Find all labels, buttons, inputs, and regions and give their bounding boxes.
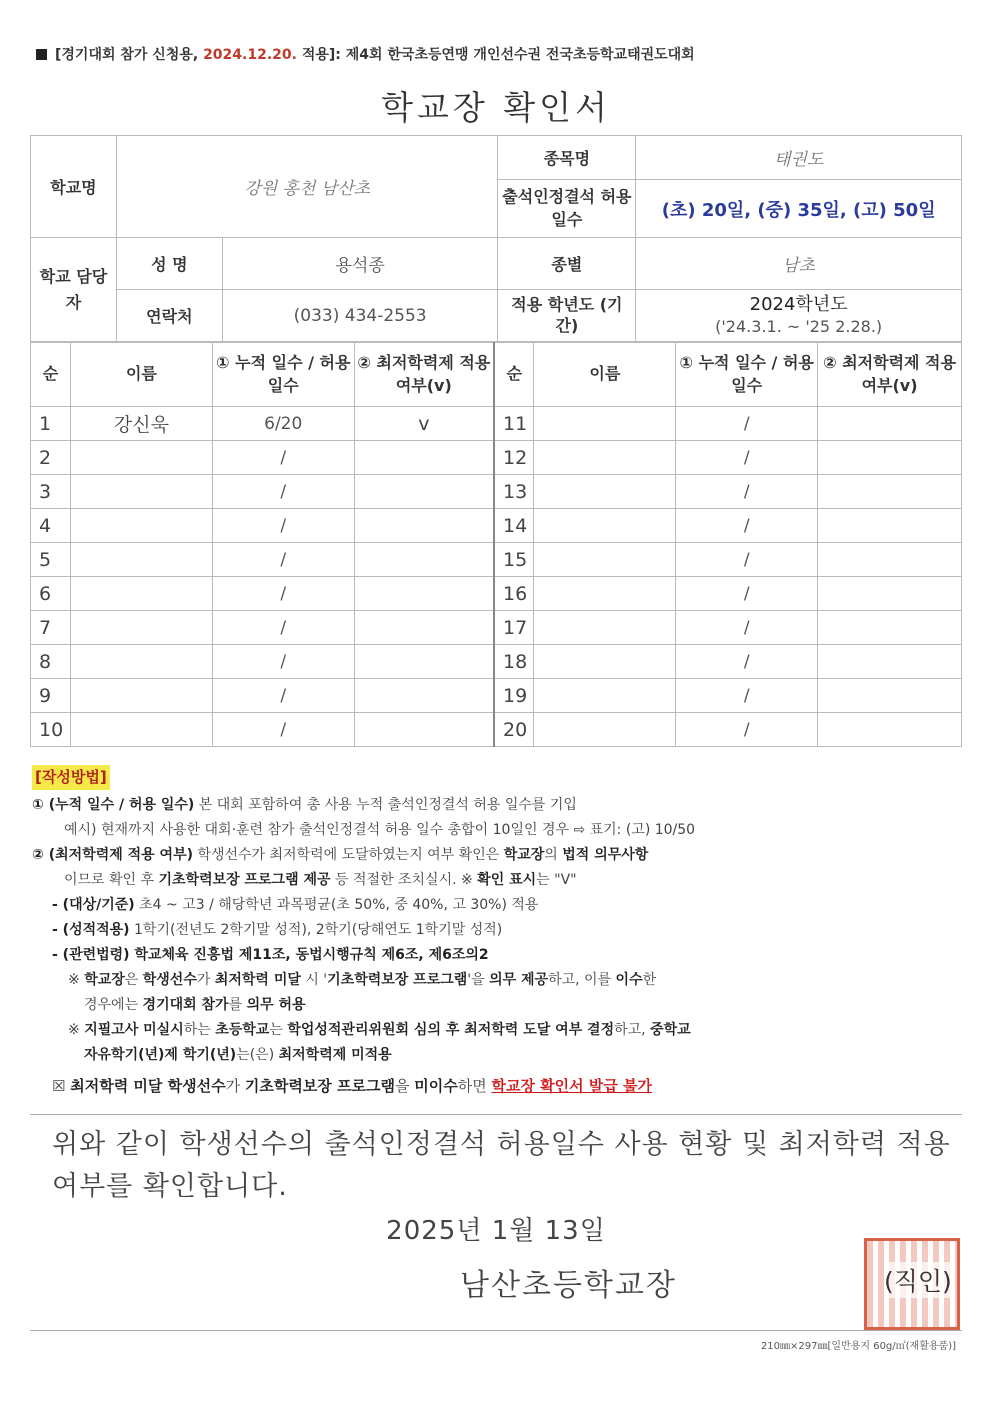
- note-allow: 의무 허용: [246, 997, 306, 1013]
- row-days: /: [676, 679, 818, 713]
- instr-2-program: 기초학력보장 프로그램 제공: [158, 872, 331, 888]
- header-name: 이름: [534, 343, 676, 407]
- divider: [30, 1330, 962, 1331]
- checkbox-icon: ☒: [52, 1077, 71, 1095]
- note-elementary: 초등학교: [215, 1022, 270, 1038]
- row-min: [354, 509, 494, 543]
- note-text: 한: [642, 972, 657, 988]
- note-not-applied: 최저학력제 미적용: [278, 1047, 392, 1063]
- table-row: [31, 577, 962, 611]
- table-row: [31, 713, 962, 747]
- note-mark: ※: [68, 972, 85, 988]
- warn-text: 을: [394, 1077, 415, 1095]
- gender-value: 남초: [636, 238, 962, 290]
- note-provide: 의무 제공: [489, 972, 549, 988]
- instr-2-principal: 학교장: [503, 847, 545, 863]
- row-days: /: [212, 645, 354, 679]
- note-text: 시 ': [300, 972, 328, 988]
- absence-label: 출석인정결석 허용 일수: [498, 180, 636, 238]
- row-number: 14: [494, 509, 534, 543]
- header-suffix: 적용]: 제4회 한국초등연맹 개인선수권 전국초등학교태권도대회: [301, 47, 695, 63]
- absence-value: (초) 20일, (중) 35일, (고) 50일: [636, 180, 962, 238]
- table-row: [31, 441, 962, 475]
- row-name: [70, 475, 212, 509]
- header-seq: 순: [31, 343, 71, 407]
- row-name: [534, 407, 676, 441]
- table-row: [31, 679, 962, 713]
- row-days: /: [212, 441, 354, 475]
- note-principal: 학교장: [84, 972, 125, 988]
- page-title: 학교장 확인서: [381, 88, 611, 127]
- header-min: ② 최저학력제 적용 여부(v): [818, 343, 962, 407]
- confirm-statement: 위와 같이 학생선수의 출석인정결석 허용일수 사용 현황 및 최저학력 적용 여부를 확인합니다.: [52, 1129, 951, 1202]
- instr-2-measures: 등 적절한 조치실시. ※: [330, 872, 478, 888]
- row-min: [818, 407, 962, 441]
- row-min: [818, 679, 962, 713]
- seal-label: (직인): [884, 1262, 952, 1298]
- row-days: /: [212, 509, 354, 543]
- row-name: [70, 713, 212, 747]
- row-min: [354, 543, 494, 577]
- row-min: [354, 441, 494, 475]
- row-min: [818, 509, 962, 543]
- instr-1: 본 대회 포함하여 총 사용 누적 출석인정결석 허용 일수를 기입: [194, 797, 577, 813]
- name-value: 용석종: [222, 238, 498, 290]
- row-name: [534, 713, 676, 747]
- warn-incomplete: 미이수: [414, 1077, 458, 1095]
- row-number: 12: [494, 441, 534, 475]
- row-min: [818, 611, 962, 645]
- row-number: 10: [31, 713, 71, 747]
- header-name: 이름: [70, 343, 212, 407]
- row-name: [534, 441, 676, 475]
- row-days: /: [212, 475, 354, 509]
- event-label: 종목명: [498, 136, 636, 180]
- warn-text: 하면: [457, 1077, 492, 1095]
- row-number: 4: [31, 509, 71, 543]
- note-text: 경우에는: [84, 997, 143, 1013]
- instr-2-c: 의: [544, 847, 563, 863]
- note-free-semester: 자유학기(년)제 학기(년): [84, 1047, 237, 1063]
- note-noexam: 지필고사 미실시: [84, 1022, 184, 1038]
- row-name: [534, 645, 676, 679]
- row-name: [70, 577, 212, 611]
- note-competition: 경기대회 참가: [142, 997, 229, 1013]
- header-days: ① 누적 일수 / 허용 일수: [676, 343, 818, 407]
- row-number: 5: [31, 543, 71, 577]
- row-number: 11: [494, 407, 534, 441]
- row-number: 7: [31, 611, 71, 645]
- row-days: /: [676, 475, 818, 509]
- row-name: [534, 543, 676, 577]
- row-number: 1: [31, 407, 71, 441]
- header-seq: 순: [494, 343, 534, 407]
- row-min: [354, 679, 494, 713]
- row-days: /: [676, 407, 818, 441]
- event-value: 태권도: [636, 136, 962, 180]
- row-days: /: [212, 713, 354, 747]
- row-name: [70, 509, 212, 543]
- row-name: [70, 645, 212, 679]
- instructions-tag: [작성방법]: [32, 765, 110, 790]
- row-days: /: [676, 577, 818, 611]
- header-min: ② 최저학력제 적용 여부(v): [354, 343, 494, 407]
- year-label: 적용 학년도 (기간): [498, 290, 636, 342]
- row-name: [534, 679, 676, 713]
- row-number: 17: [494, 611, 534, 645]
- manager-label: 학교 담당자: [31, 238, 117, 342]
- table-row: [31, 611, 962, 645]
- row-min: [818, 441, 962, 475]
- student-table: [30, 342, 962, 747]
- paper-spec: 210㎜×297㎜[일반용지 60g/㎡(재활용품)]: [760, 1341, 956, 1352]
- info-table: [30, 135, 962, 342]
- row-min: [354, 645, 494, 679]
- divider: [30, 1114, 962, 1115]
- row-number: 3: [31, 475, 71, 509]
- row-min: [354, 577, 494, 611]
- row-number: 8: [31, 645, 71, 679]
- instr-target: 초4 ~ 고3 / 해당학년 과목평균(초 50%, 중 40%, 고 30%) 적용: [134, 897, 539, 913]
- instr-1-bold: ① (누적 일수 / 허용 일수): [32, 797, 195, 813]
- note-program: 기초학력보장 프로그램: [327, 972, 468, 988]
- row-days: /: [676, 611, 818, 645]
- year-period: ('24.3.1. ~ '25 2.28.): [715, 316, 883, 336]
- row-days: /: [676, 509, 818, 543]
- row-days: /: [676, 645, 818, 679]
- row-days: 6/20: [212, 407, 354, 441]
- row-days: /: [676, 543, 818, 577]
- row-number: 9: [31, 679, 71, 713]
- table-row: [31, 475, 962, 509]
- row-name: [70, 441, 212, 475]
- issue-date: 2025년 1월 13일: [386, 1216, 606, 1246]
- header-date: 2024.12.20.: [203, 47, 297, 63]
- row-min: [818, 543, 962, 577]
- table-row: [31, 543, 962, 577]
- note-text: 는(은): [236, 1047, 279, 1063]
- instr-target-bold: - (대상/기준): [52, 897, 135, 913]
- instructions: [32, 765, 964, 1099]
- row-min: [818, 577, 962, 611]
- row-name: [70, 611, 212, 645]
- instr-2-v: 는 "V": [536, 872, 577, 888]
- instr-grades-bold: - (성적적용): [52, 922, 130, 938]
- warn-not-issued: 학교장 확인서 발급 불가: [491, 1077, 653, 1095]
- row-min: [818, 713, 962, 747]
- warn-student: 최저학력 미달 학생선수: [70, 1077, 226, 1095]
- year-value: 2024학년도: [749, 294, 848, 316]
- row-number: 16: [494, 577, 534, 611]
- row-min: [818, 645, 962, 679]
- row-number: 20: [494, 713, 534, 747]
- row-name: [70, 679, 212, 713]
- note-committee: 학업성적관리위원회 심의 후 최저학력 도달 여부 결정: [287, 1022, 615, 1038]
- year-cell: [636, 290, 962, 342]
- instr-law: - (관련법령) 학교체육 진흥법 제11조, 동법시행규칙 제6조, 제6조의2: [52, 947, 489, 963]
- row-name: [534, 475, 676, 509]
- principal-name: 남산초등학교장: [460, 1268, 677, 1303]
- row-days: /: [212, 543, 354, 577]
- warn-text: 가: [225, 1077, 245, 1095]
- gender-label: 종별: [498, 238, 636, 290]
- instr-2-mark: 확인 표시: [477, 872, 537, 888]
- row-number: 15: [494, 543, 534, 577]
- note-text: 하고, 이를: [548, 972, 616, 988]
- contact-value: (033) 434-2553: [222, 290, 498, 342]
- row-number: 18: [494, 645, 534, 679]
- table-row: [31, 645, 962, 679]
- note-text: 가: [196, 972, 215, 988]
- row-min: [354, 611, 494, 645]
- warn-program: 기초학력보장 프로그램: [244, 1077, 395, 1095]
- instr-2: 학생선수가 최저학력에 도달하였는지 여부 확인은: [193, 847, 504, 863]
- row-number: 19: [494, 679, 534, 713]
- row-number: 2: [31, 441, 71, 475]
- square-bullet-icon: [36, 49, 47, 60]
- header-prefix: [경기대회 참가 신청용,: [55, 47, 199, 63]
- row-name: [534, 509, 676, 543]
- row-days: /: [212, 611, 354, 645]
- row-days: /: [212, 679, 354, 713]
- note-mark: ※: [68, 1022, 85, 1038]
- note-middle: 중학교: [650, 1022, 691, 1038]
- note-text: 은: [124, 972, 143, 988]
- note-complete: 이수: [615, 972, 643, 988]
- form-header: [36, 44, 695, 64]
- table-row: [31, 509, 962, 543]
- note-text: '을: [467, 972, 490, 988]
- instr-grades: 1학기(전년도 2학기말 성적), 2학기(당해연도 1학기말 성적): [129, 922, 503, 938]
- row-min: [354, 713, 494, 747]
- school-label: 학교명: [31, 136, 117, 238]
- instr-example: 예시) 현재까지 사용한 대회·훈련 참가 출석인정결석 허용 일수 총합이 10일인 경우 ⇨ 표기: (고) 10/50: [64, 822, 696, 838]
- note-text: 를: [228, 997, 247, 1013]
- name-label: 성 명: [116, 238, 222, 290]
- row-number: 6: [31, 577, 71, 611]
- note-text: 는: [269, 1022, 288, 1038]
- row-name: [534, 611, 676, 645]
- instr-2-duty: 법적 의무사항: [562, 847, 649, 863]
- school-value: 강원 홍천 남산초: [116, 136, 498, 238]
- instr-2-bold: ② (최저학력제 적용 여부): [32, 847, 193, 863]
- contact-label: 연락처: [116, 290, 222, 342]
- note-student: 학생선수: [142, 972, 197, 988]
- row-name: [70, 543, 212, 577]
- row-min: [818, 475, 962, 509]
- row-number: 13: [494, 475, 534, 509]
- row-min: [354, 475, 494, 509]
- instr-2-cont: 이므로 확인 후: [64, 872, 159, 888]
- row-name: [534, 577, 676, 611]
- note-below: 최저학력 미달: [214, 972, 301, 988]
- table-row: [31, 407, 962, 441]
- note-text: 하고,: [614, 1022, 651, 1038]
- row-days: /: [212, 577, 354, 611]
- row-days: /: [676, 441, 818, 475]
- row-days: /: [676, 713, 818, 747]
- note-text: 하는: [183, 1022, 216, 1038]
- row-name: 강신욱: [70, 407, 212, 441]
- row-min: v: [354, 407, 494, 441]
- header-days: ① 누적 일수 / 허용 일수: [212, 343, 354, 407]
